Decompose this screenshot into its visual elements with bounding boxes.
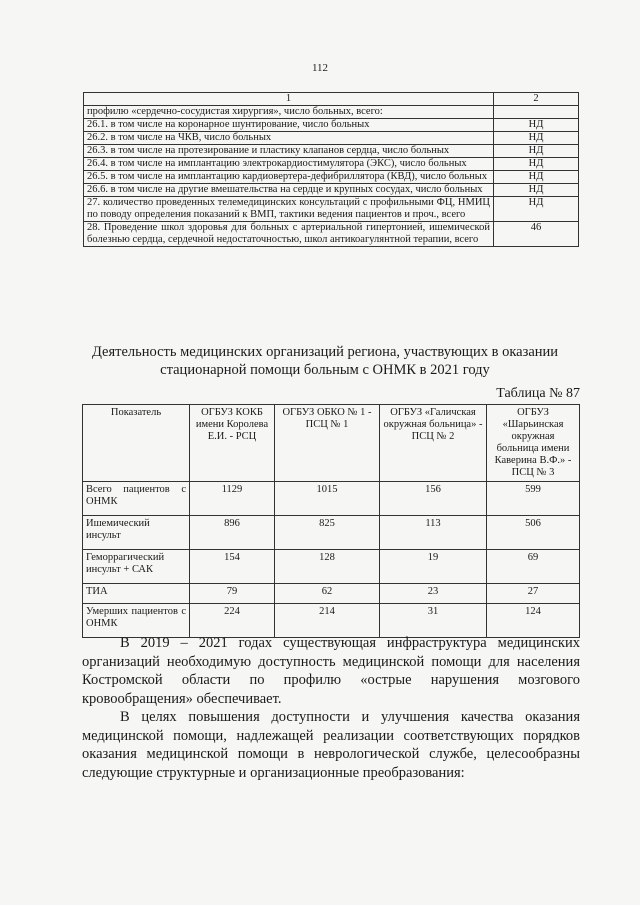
cell-value: 156: [380, 482, 487, 516]
table-row: [84, 145, 579, 158]
row-label: Геморрагический инсульт + САК: [83, 550, 190, 584]
cell-value: 154: [190, 550, 275, 584]
cell-value: 69: [487, 550, 580, 584]
row-label: Всего пациентов с ОНМК: [83, 482, 190, 516]
cell-value: 214: [275, 604, 380, 638]
section-title: Деятельность медицинских организаций региона, участвующих в оказании стационарной помощи больным с ОНМК в 2021 году: [91, 344, 559, 378]
cell-value: 1015: [275, 482, 380, 516]
cell-value: 27: [487, 584, 580, 604]
row-label: 26.2. в том числе на ЧКВ, число больных: [84, 132, 494, 145]
row-label: 26.1. в том числе на коронарное шунтирование, число больных: [84, 119, 494, 132]
row-value: 46: [494, 222, 579, 247]
row-value: НД: [494, 158, 579, 171]
cell-value: 825: [275, 516, 380, 550]
cell-value: 1129: [190, 482, 275, 516]
column-header: ОГБУЗ «Галичская окружная больница» - ПСЦ № 2: [380, 405, 487, 482]
row-value: [494, 106, 579, 119]
cell-value: 113: [380, 516, 487, 550]
table-row: [83, 604, 580, 638]
table-row: [84, 184, 579, 197]
table-row: [83, 584, 580, 604]
cell-value: 599: [487, 482, 580, 516]
indicators-table: [83, 92, 579, 247]
table-caption: Таблица № 87: [496, 386, 580, 401]
row-value: НД: [494, 119, 579, 132]
column-header: ОГБУЗ КОКБ имени Королева Е.И. - РСЦ: [190, 405, 275, 482]
cell-value: 62: [275, 584, 380, 604]
row-label: 26.3. в том числе на протезирование и пластику клапанов сердца, число больных: [84, 145, 494, 158]
row-label: 26.4. в том числе на имплантацию электрокардиостимулятора (ЭКС), число больных: [84, 158, 494, 171]
column-header: 2: [494, 93, 579, 106]
stroke-statistics-table: [82, 404, 580, 638]
table-row: [84, 222, 579, 247]
cell-value: 31: [380, 604, 487, 638]
cell-value: 19: [380, 550, 487, 584]
row-value: НД: [494, 184, 579, 197]
table-row: [84, 119, 579, 132]
table-row: [83, 550, 580, 584]
row-label: 26.5. в том числе на имплантацию кардиовертера-дефибриллятора (КВД), число больных: [84, 171, 494, 184]
row-label: 26.6. в том числе на другие вмешательства на сердце и крупных сосудах, число больных: [84, 184, 494, 197]
table-row: [83, 482, 580, 516]
row-label: ТИА: [83, 584, 190, 604]
table-row: [84, 132, 579, 145]
table-row: [84, 106, 579, 119]
row-value: НД: [494, 197, 579, 222]
column-header: ОГБУЗ «Шарьинская окружная больница имени Каверина В.Ф.» - ПСЦ № 3: [487, 405, 580, 482]
row-label: профилю «сердечно-сосудистая хирургия», число больных, всего:: [84, 106, 494, 119]
cell-value: 23: [380, 584, 487, 604]
cell-value: 79: [190, 584, 275, 604]
column-header: ОГБУЗ ОБКО № 1 - ПСЦ № 1: [275, 405, 380, 482]
table-row: [84, 158, 579, 171]
body-text: [82, 634, 580, 782]
table-row: [84, 197, 579, 222]
row-value: НД: [494, 145, 579, 158]
cell-value: 128: [275, 550, 380, 584]
table-row: [83, 516, 580, 550]
column-header: Показатель: [83, 405, 190, 482]
table-row: [84, 171, 579, 184]
cell-value: 506: [487, 516, 580, 550]
paragraph: В 2019 – 2021 годах существующая инфраструктура медицинских организаций необходимую доступность медицинской помощи для населения Костромской области по профилю «острые нарушения мозгового кровообращения» обеспечивает.: [82, 635, 580, 707]
cell-value: 896: [190, 516, 275, 550]
row-value: НД: [494, 171, 579, 184]
row-label: Ишемический инсульт: [83, 516, 190, 550]
paragraph: В целях повышения доступности и улучшения качества оказания медицинской помощи, надлежащей реализации соответствующих порядков оказания медицинской помощи в неврологической службе, целесообразны следующие структурные и организационные преобразования:: [82, 709, 580, 781]
row-label: 28. Проведение школ здоровья для больных с артериальной гипертонией, ишемической болезнью сердца, сердечной недостаточностью, школ антикоагулянтной терапии, всего: [84, 222, 494, 247]
row-label: 27. количество проведенных телемедицинских консультаций с профильными ФЦ, НМИЦ по поводу определения показаний к ВМП, тактики ведения пациентов и проч., всего: [84, 197, 494, 222]
row-value: НД: [494, 132, 579, 145]
table-header-row: [84, 93, 579, 106]
cell-value: 124: [487, 604, 580, 638]
column-header: 1: [84, 93, 494, 106]
table-header-row: [83, 405, 580, 482]
row-label: Умерших пациентов с ОНМК: [83, 604, 190, 638]
cell-value: 224: [190, 604, 275, 638]
page-number: 112: [311, 62, 329, 74]
